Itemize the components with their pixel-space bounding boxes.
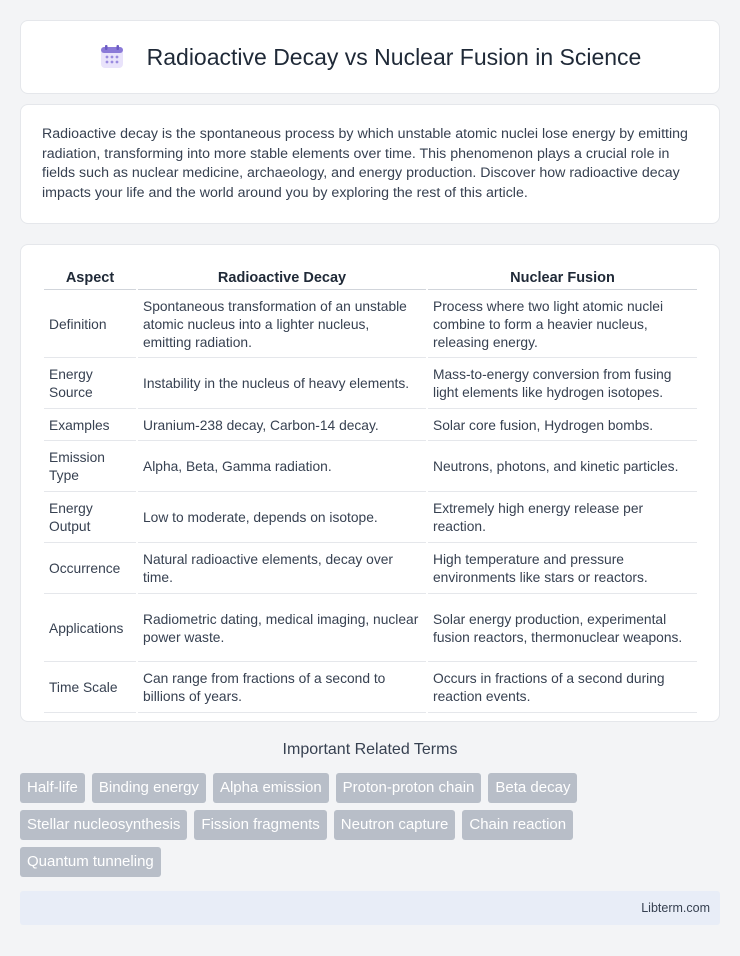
intro-card <box>20 104 720 224</box>
related-term-tag[interactable]: Chain reaction <box>462 810 573 840</box>
calendar-grid-icon <box>99 44 125 70</box>
column-header: Aspect <box>44 267 136 290</box>
table-cell: Examples <box>44 411 136 441</box>
table-cell: Time Scale <box>44 664 136 713</box>
table-cell: Can range from fractions of a second to billions of years. <box>138 664 426 713</box>
table-cell: Alpha, Beta, Gamma radiation. <box>138 443 426 492</box>
table-row <box>44 494 697 543</box>
table-row <box>44 411 697 441</box>
table-cell: Emission Type <box>44 443 136 492</box>
table-cell: High temperature and pressure environments like stars or reactors. <box>428 545 697 594</box>
related-terms-list <box>20 773 720 877</box>
table-cell: Radiometric dating, medical imaging, nuclear power waste. <box>138 596 426 662</box>
table-cell: Instability in the nucleus of heavy elements. <box>138 360 426 409</box>
table-cell: Definition <box>44 292 136 358</box>
footer <box>20 891 720 925</box>
table-cell: Extremely high energy release per reaction. <box>428 494 697 543</box>
table-cell: Uranium-238 decay, Carbon-14 decay. <box>138 411 426 441</box>
footer-site-link[interactable]: Libterm.com <box>641 901 710 915</box>
table-cell: Solar core fusion, Hydrogen bombs. <box>428 411 697 441</box>
table-row <box>44 360 697 409</box>
table-cell: Process where two light atomic nuclei combine to form a heavier nucleus, releasing energy. <box>428 292 697 358</box>
table-cell: Solar energy production, experimental fusion reactors, thermonuclear weapons. <box>428 596 697 662</box>
table-header-row <box>44 267 697 290</box>
table-cell: Energy Output <box>44 494 136 543</box>
table-row <box>44 292 697 358</box>
related-term-tag[interactable]: Stellar nucleosynthesis <box>20 810 187 840</box>
comparison-table <box>42 265 699 715</box>
related-term-tag[interactable]: Beta decay <box>488 773 577 803</box>
related-term-tag[interactable]: Proton-proton chain <box>336 773 482 803</box>
table-cell: Spontaneous transformation of an unstable atomic nucleus into a lighter nucleus, emitting radiation. <box>138 292 426 358</box>
page-title: Radioactive Decay vs Nuclear Fusion in Science <box>146 43 642 70</box>
table-row <box>44 596 697 662</box>
intro-text: Radioactive decay is the spontaneous process by which unstable atomic nuclei lose energy by emitting radiation, transforming into more stable elements over time. This phenomenon plays a crucial role in fields such as nuclear medicine, archaeology, and energy production. Discover how radioactive decay impacts your life and the world around you by exploring the rest of this article. <box>42 126 688 201</box>
comparison-card <box>20 244 720 722</box>
header-card <box>20 20 720 94</box>
table-cell: Mass-to-energy conversion from fusing light elements like hydrogen isotopes. <box>428 360 697 409</box>
column-header: Nuclear Fusion <box>428 267 697 290</box>
related-term-tag[interactable]: Quantum tunneling <box>20 847 161 877</box>
table-cell: Low to moderate, depends on isotope. <box>138 494 426 543</box>
table-row <box>44 443 697 492</box>
related-term-tag[interactable]: Alpha emission <box>213 773 329 803</box>
table-cell: Occurs in fractions of a second during reaction events. <box>428 664 697 713</box>
table-cell: Natural radioactive elements, decay over time. <box>138 545 426 594</box>
related-term-tag[interactable]: Binding energy <box>92 773 206 803</box>
related-term-tag[interactable]: Half-life <box>20 773 85 803</box>
table-row <box>44 664 697 713</box>
column-header: Radioactive Decay <box>138 267 426 290</box>
related-terms-title: Important Related Terms <box>282 741 458 758</box>
table-cell: Neutrons, photons, and kinetic particles. <box>428 443 697 492</box>
table-cell: Applications <box>44 596 136 662</box>
table-cell: Energy Source <box>44 360 136 409</box>
table-cell: Occurrence <box>44 545 136 594</box>
table-row <box>44 545 697 594</box>
related-term-tag[interactable]: Fission fragments <box>194 810 326 840</box>
related-term-tag[interactable]: Neutron capture <box>334 810 456 840</box>
